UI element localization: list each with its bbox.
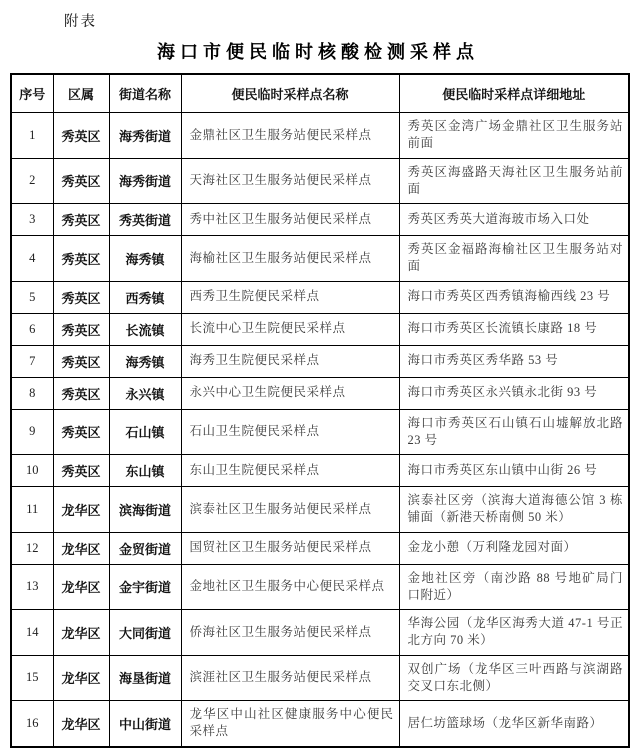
column-header-street: 街道名称 (109, 74, 181, 113)
cell-serial-number: 10 (11, 455, 53, 487)
cell-district: 秀英区 (53, 313, 109, 345)
column-header-address: 便民临时采样点详细地址 (399, 74, 629, 113)
cell-district: 秀英区 (53, 377, 109, 409)
cell-district: 秀英区 (53, 345, 109, 377)
cell-serial-number: 6 (11, 313, 53, 345)
table-row (11, 204, 629, 236)
cell-street-name: 金贸街道 (109, 532, 181, 564)
cell-site-name: 石山卫生院便民采样点 (181, 409, 399, 455)
cell-serial-number: 1 (11, 113, 53, 159)
cell-street-name: 石山镇 (109, 409, 181, 455)
table-row (11, 377, 629, 409)
table-row (11, 455, 629, 487)
cell-serial-number: 13 (11, 564, 53, 610)
cell-site-address: 滨泰社区旁（滨海大道海德公馆 3 栋铺面（新港天桥南侧 50 米） (399, 487, 629, 533)
cell-street-name: 海秀镇 (109, 236, 181, 282)
page-title: 海口市便民临时核酸检测采样点 (157, 42, 479, 62)
cell-district: 龙华区 (53, 610, 109, 656)
cell-site-name: 东山卫生院便民采样点 (181, 455, 399, 487)
cell-district: 秀英区 (53, 281, 109, 313)
cell-site-name: 海榆社区卫生服务站便民采样点 (181, 236, 399, 282)
table-body (11, 113, 629, 747)
cell-street-name: 长流镇 (109, 313, 181, 345)
cell-site-name: 海秀卫生院便民采样点 (181, 345, 399, 377)
cell-serial-number: 14 (11, 610, 53, 656)
table-row (11, 701, 629, 747)
cell-serial-number: 3 (11, 204, 53, 236)
cell-site-name: 国贸社区卫生服务站便民采样点 (181, 532, 399, 564)
cell-site-address: 秀英区金福路海榆社区卫生服务站对面 (399, 236, 629, 282)
cell-site-address: 秀英区秀英大道海玻市场入口处 (399, 204, 629, 236)
table-row (11, 313, 629, 345)
cell-site-name: 永兴中心卫生院便民采样点 (181, 377, 399, 409)
cell-serial-number: 11 (11, 487, 53, 533)
cell-serial-number: 8 (11, 377, 53, 409)
cell-site-address: 海口市秀英区石山镇石山墟解放北路 23 号 (399, 409, 629, 455)
table-row (11, 610, 629, 656)
cell-street-name: 秀英街道 (109, 204, 181, 236)
cell-street-name: 中山街道 (109, 701, 181, 747)
cell-serial-number: 16 (11, 701, 53, 747)
cell-site-name: 滨泰社区卫生服务站便民采样点 (181, 487, 399, 533)
cell-site-name: 滨涯社区卫生服务站便民采样点 (181, 655, 399, 701)
cell-district: 龙华区 (53, 564, 109, 610)
cell-serial-number: 15 (11, 655, 53, 701)
cell-street-name: 海秀街道 (109, 113, 181, 159)
column-header-district: 区属 (53, 74, 109, 113)
cell-street-name: 海垦街道 (109, 655, 181, 701)
cell-site-address: 居仁坊篮球场（龙华区新华南路） (399, 701, 629, 747)
cell-district: 秀英区 (53, 158, 109, 204)
cell-site-name: 金地社区卫生服务中心便民采样点 (181, 564, 399, 610)
cell-street-name: 大同街道 (109, 610, 181, 656)
cell-site-address: 海口市秀英区东山镇中山街 26 号 (399, 455, 629, 487)
cell-site-name: 金鼎社区卫生服务站便民采样点 (181, 113, 399, 159)
cell-street-name: 永兴镇 (109, 377, 181, 409)
table-row (11, 564, 629, 610)
cell-site-address: 金地社区旁（南沙路 88 号地矿局门口附近） (399, 564, 629, 610)
column-header-name: 便民临时采样点名称 (181, 74, 399, 113)
cell-street-name: 东山镇 (109, 455, 181, 487)
cell-street-name: 金宇街道 (109, 564, 181, 610)
cell-serial-number: 12 (11, 532, 53, 564)
cell-site-address: 秀英区金湾广场金鼎社区卫生服务站前面 (399, 113, 629, 159)
table-header-row (11, 74, 629, 113)
cell-site-address: 金龙小憩（万利隆龙园对面） (399, 532, 629, 564)
cell-serial-number: 7 (11, 345, 53, 377)
cell-site-name: 天海社区卫生服务站便民采样点 (181, 158, 399, 204)
cell-district: 秀英区 (53, 409, 109, 455)
cell-site-address: 华海公园（龙华区海秀大道 47-1 号正北方向 70 米） (399, 610, 629, 656)
cell-site-name: 西秀卫生院便民采样点 (181, 281, 399, 313)
cell-district: 龙华区 (53, 655, 109, 701)
cell-serial-number: 4 (11, 236, 53, 282)
cell-district: 龙华区 (53, 487, 109, 533)
cell-district: 秀英区 (53, 204, 109, 236)
cell-district: 龙华区 (53, 701, 109, 747)
appendix-label: 附表 (64, 14, 97, 30)
cell-district: 龙华区 (53, 532, 109, 564)
cell-serial-number: 5 (11, 281, 53, 313)
cell-site-address: 海口市秀英区秀华路 53 号 (399, 345, 629, 377)
cell-street-name: 西秀镇 (109, 281, 181, 313)
cell-site-address: 双创广场（龙华区三叶西路与滨湖路交叉口东北侧） (399, 655, 629, 701)
table-row (11, 532, 629, 564)
cell-district: 秀英区 (53, 113, 109, 159)
cell-site-address: 海口市秀英区西秀镇海榆西线 23 号 (399, 281, 629, 313)
cell-street-name: 海秀街道 (109, 158, 181, 204)
table-row (11, 158, 629, 204)
table-row (11, 281, 629, 313)
table-row (11, 487, 629, 533)
cell-site-address: 海口市秀英区长流镇长康路 18 号 (399, 313, 629, 345)
cell-site-name: 侨海社区卫生服务站便民采样点 (181, 610, 399, 656)
cell-site-name: 龙华区中山社区健康服务中心便民采样点 (181, 701, 399, 747)
column-header-no: 序号 (11, 74, 53, 113)
table-row (11, 345, 629, 377)
table-row (11, 655, 629, 701)
sampling-points-table (10, 73, 630, 748)
cell-serial-number: 2 (11, 158, 53, 204)
cell-street-name: 滨海街道 (109, 487, 181, 533)
cell-site-name: 秀中社区卫生服务站便民采样点 (181, 204, 399, 236)
cell-district: 秀英区 (53, 455, 109, 487)
cell-site-name: 长流中心卫生院便民采样点 (181, 313, 399, 345)
cell-serial-number: 9 (11, 409, 53, 455)
table-row (11, 409, 629, 455)
cell-district: 秀英区 (53, 236, 109, 282)
cell-street-name: 海秀镇 (109, 345, 181, 377)
table-row (11, 113, 629, 159)
cell-site-address: 秀英区海盛路天海社区卫生服务站前面 (399, 158, 629, 204)
document-page (0, 10, 636, 739)
table-row (11, 236, 629, 282)
cell-site-address: 海口市秀英区永兴镇永北街 93 号 (399, 377, 629, 409)
